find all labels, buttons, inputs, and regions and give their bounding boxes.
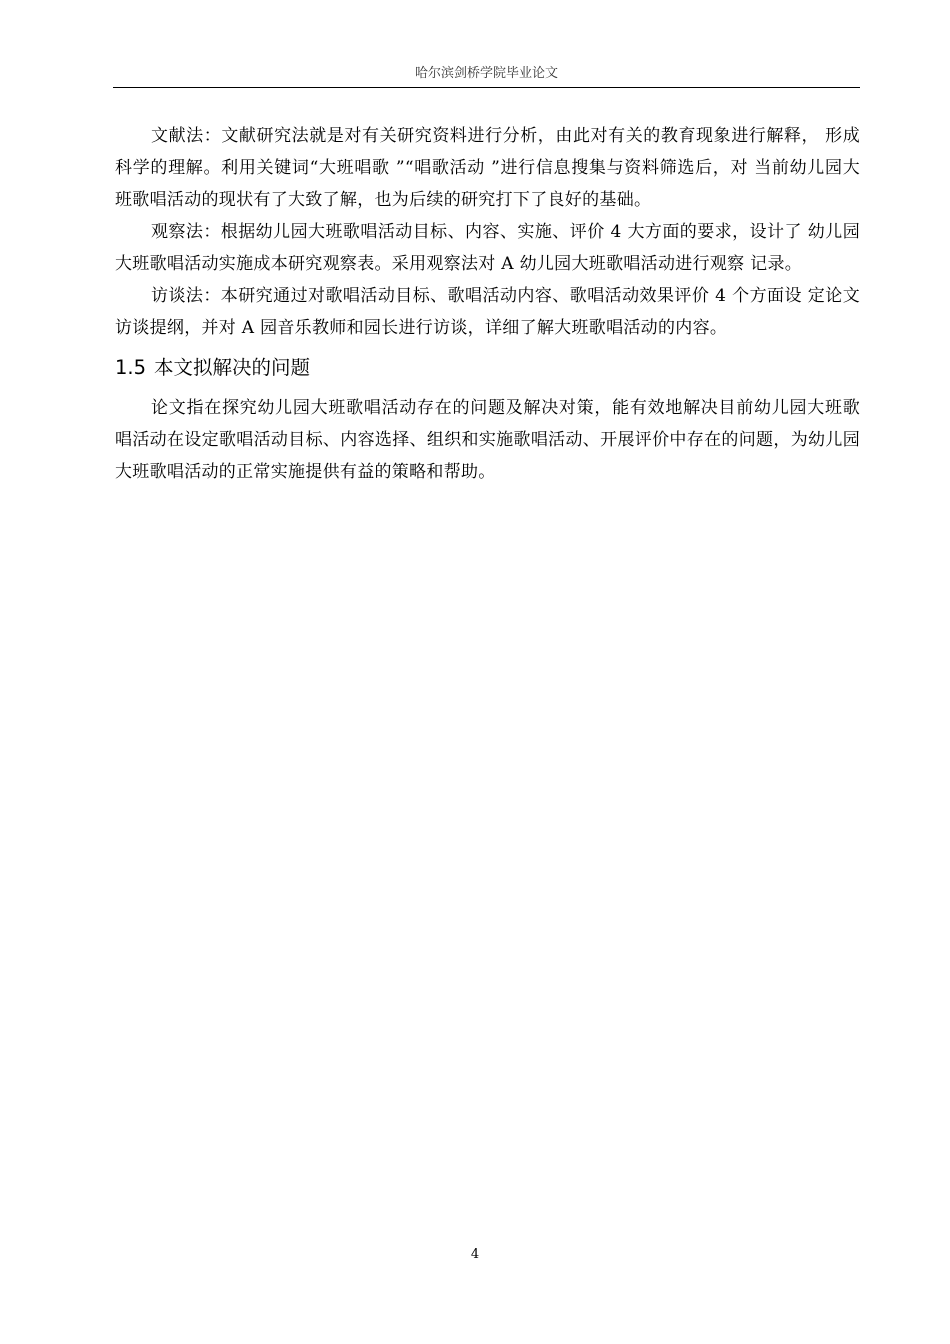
paragraph-literature-method: 文献法：文献研究法就是对有关研究资料进行分析，由此对有关的教育现象进行解释， 形成科学的理解。利用关键词“大班唱歌 ”“唱歌活动 ”进行信息搜集与资料筛选后，对 当前幼儿园大班歌唱活动的现状有了大致了解，也为后续的研究打下了良好的基础。 xyxy=(115,126,860,210)
paragraph-problem-statement: 论文指在探究幼儿园大班歌唱活动存在的问题及解决对策，能有效地解决目前幼儿园大班歌唱活动在设定歌唱活动目标、内容选择、组织和实施歌唱活动、开展评价中存在的问题，为幼儿园大班歌唱活动的正常实施提供有益的策略和帮助。 xyxy=(115,398,860,482)
paragraph-observation-method: 观察法：根据幼儿园大班歌唱活动目标、内容、实施、评价 4 大方面的要求，设计了 幼儿园大班歌唱活动实施成本研究观察表。采用观察法对 A 幼儿园大班歌唱活动进行观察 记录。 xyxy=(115,222,860,274)
paragraph-interview-method: 访谈法：本研究通过对歌唱活动目标、歌唱活动内容、歌唱活动效果评价 4 个方面设 定论文访谈提纲，并对 A 园音乐教师和园长进行访谈，详细了解大班歌唱活动的内容。 xyxy=(115,286,860,338)
section-heading xyxy=(115,350,860,386)
document-body xyxy=(115,120,860,488)
section-title: 本文拟解决的问题 xyxy=(154,356,311,379)
header-divider xyxy=(113,87,860,88)
page-header: 哈尔滨剑桥学院毕业论文 xyxy=(414,66,558,81)
page-number: 4 xyxy=(470,1247,480,1262)
section-number: 1.5 xyxy=(115,356,147,379)
